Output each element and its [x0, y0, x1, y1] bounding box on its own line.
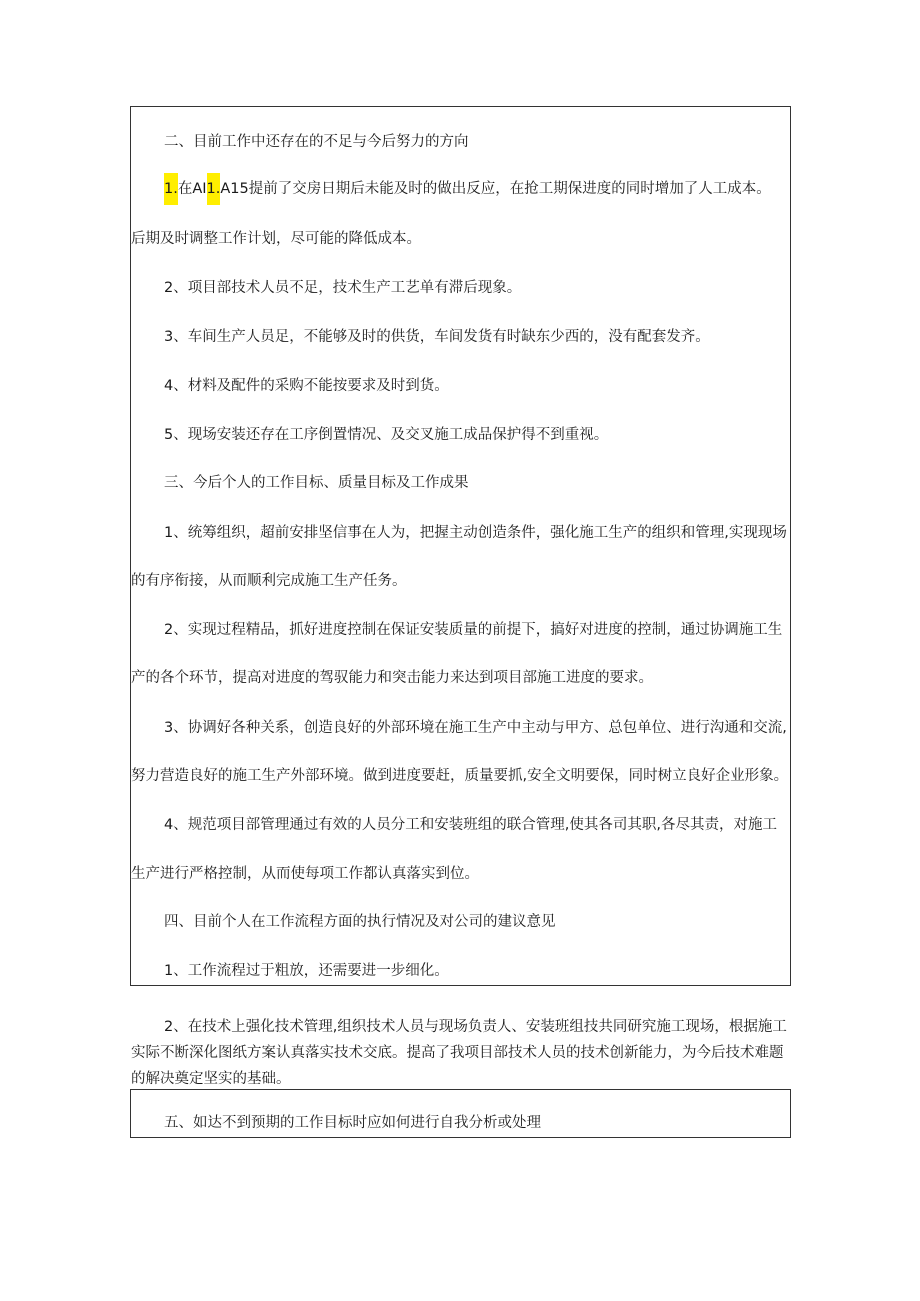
section-4-item-2-line-1: 2、在技术上强化技术管理,组织技术人员与现场负责人、安装班组技共同研究施工现场，根据施工: [164, 1019, 787, 1035]
section-2-item-2: 2、项目部技术人员不足，技术生产工艺单有滞后现象。: [164, 280, 522, 296]
highlight-mark: 1.: [207, 173, 221, 205]
section-3-heading: 三、今后个人的工作目标、质量目标及工作成果: [164, 475, 469, 491]
section-2-item-1-line-1: [164, 179, 771, 199]
text-run: A15提前了交房日期后未能及时的做出反应，在抢工期保进度的同时增加了人工成本。: [220, 181, 771, 197]
text-run: 在AI: [177, 181, 207, 197]
section-4-heading: 四、目前个人在工作流程方面的执行情况及对公司的建议意见: [164, 914, 556, 930]
section-4-item-1: 1、工作流程过于粗放，还需要进一步细化。: [164, 963, 449, 979]
section-4-item-2-line-2: 实际不断深化图纸方案认真落实技术交底。提高了我项目部技术人员的技术创新能力，为今后技术难题: [131, 1045, 784, 1061]
section-3-item-1-line-1: 1、统筹组织，超前安排坚信事在人为，把握主动创造条件，强化施工生产的组织和管理,实现现场: [164, 525, 787, 541]
section-3-item-4-line-1: 4、规范项目部管理通过有效的人员分工和安装班组的联合管理,使其各司其职,各尽其责，对施工: [164, 817, 777, 833]
section-3-item-3-line-1: 3、协调好各种关系，创造良好的外部环境在施工生产中主动与甲方、总包单位、进行沟通和交流,: [164, 720, 787, 736]
section-3-item-4-line-2: 生产进行严格控制，从而使每项工作都认真落实到位。: [131, 866, 479, 882]
section-3-item-3-line-2: 努力营造良好的施工生产外部环境。做到进度要赶，质量要抓,安全文明要保，同时树立良好企业形象。: [131, 768, 789, 784]
section-5-heading: 五、如达不到预期的工作目标时应如何进行自我分析或处理: [164, 1115, 541, 1131]
section-2-item-5: 5、现场安装还存在工序倒置情况、及交叉施工成品保护得不到重视。: [164, 427, 609, 443]
section-4-item-2-line-3: 的解决奠定坚实的基础。: [131, 1071, 291, 1087]
section-2-heading: 二、目前工作中还存在的不足与今后努力的方向: [164, 134, 469, 150]
section-3-item-2-line-1: 2、实现过程精品，抓好进度控制在保证安装质量的前提下，搞好对进度的控制，通过协调施工生: [164, 622, 783, 638]
highlight-mark: 1.: [164, 173, 178, 205]
section-2-item-1-line-2: 后期及时调整工作计划，尽可能的降低成本。: [131, 231, 421, 247]
section-2-item-3: 3、车间生产人员足，不能够及时的供货，车间发货有时缺东少西的，没有配套发齐。: [164, 329, 710, 345]
section-3-item-1-line-2: 的有序衔接，从而顺利完成施工生产任务。: [131, 573, 407, 589]
section-2-item-4: 4、材料及配件的采购不能按要求及时到货。: [164, 378, 449, 394]
section-3-item-2-line-2: 产的各个环节，提高对进度的驾驭能力和突击能力来达到项目部施工进度的要求。: [131, 670, 653, 686]
